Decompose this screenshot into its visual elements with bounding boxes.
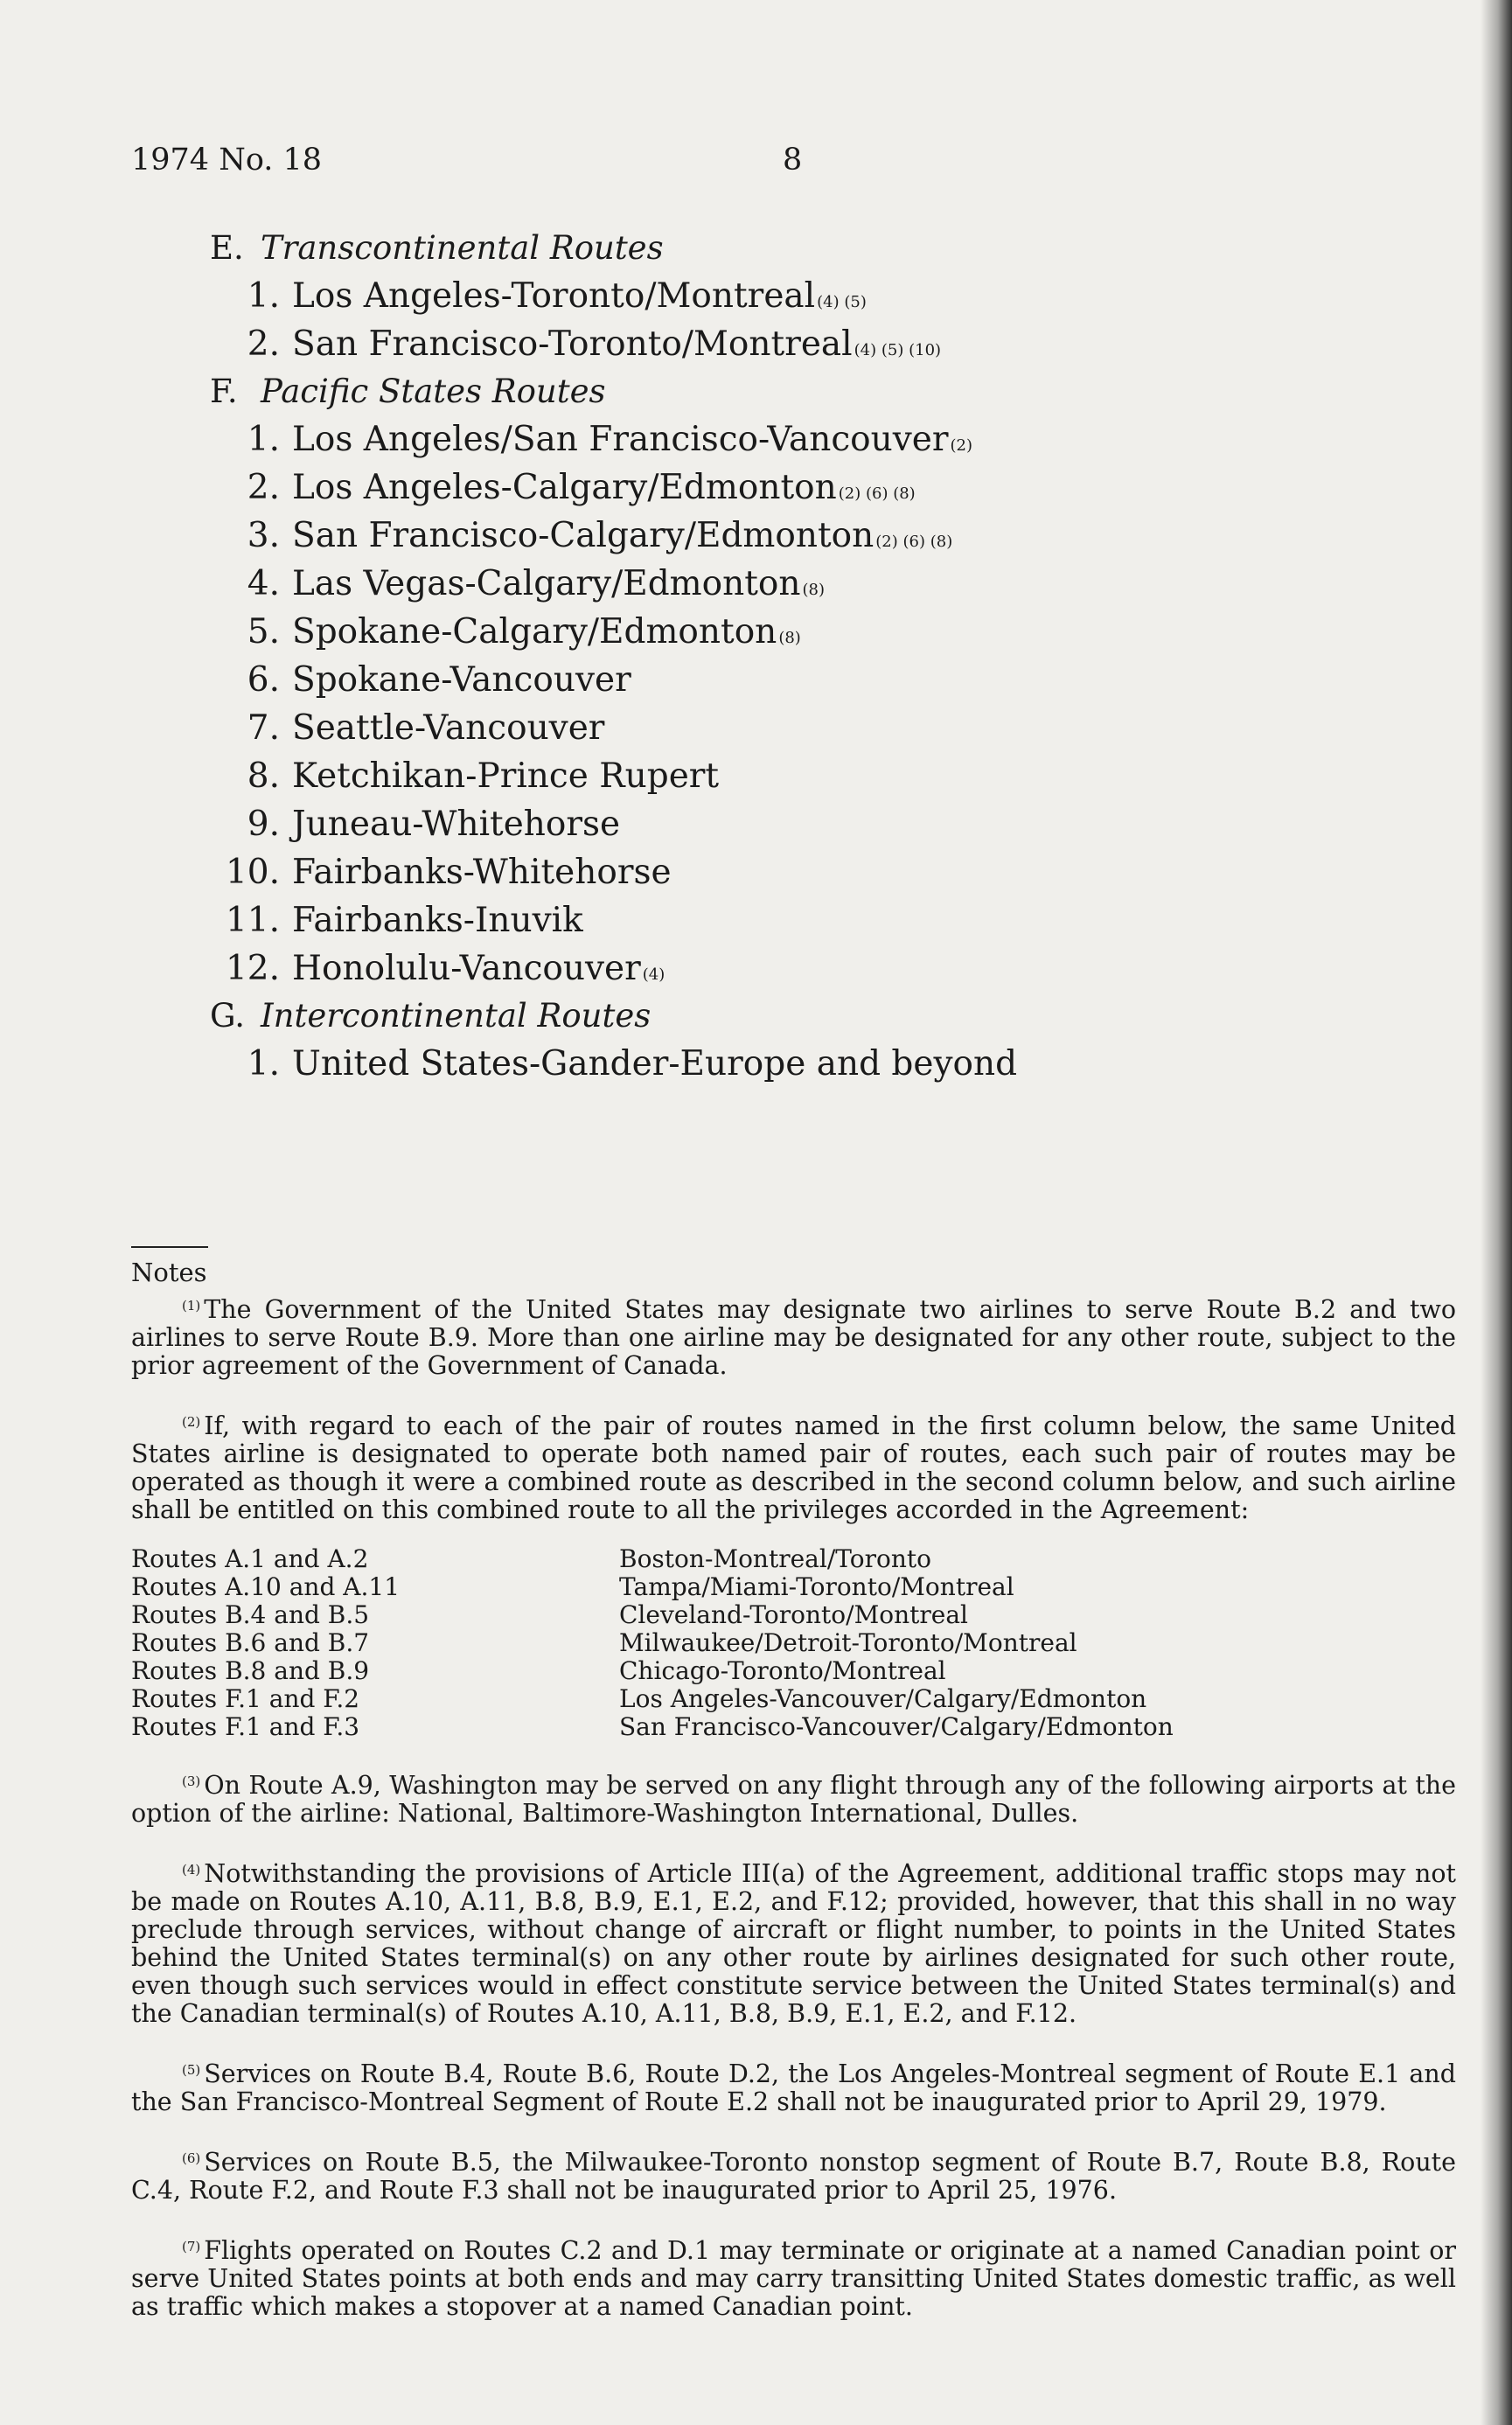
footnote-6 [131,2144,1456,2205]
route-name: Seattle-Vancouver [292,708,605,748]
notes-label: Notes [131,1258,207,1287]
footnote-text: Services on Route B.5, the Milwaukee-Toronto nonstop segment of Route B.7, Route B.8, Route C.4, Route F.2, and Route F.3 shall not be inaugurated prior to April 25, 1976. [131,2148,1456,2205]
footnote-marker: (6) [182,2150,201,2166]
footnote-marker: (2) [182,1414,201,1430]
section-title: Pacific States Routes [261,373,606,410]
route-number: 2. [247,468,280,507]
route-note-refs: (8) [802,581,826,599]
combined-route: Boston-Montreal/Toronto [619,1544,931,1573]
section-letter: F. [210,373,238,410]
footnote-marker: (1) [182,1298,201,1314]
route-note-refs: (4) (5) [817,293,867,311]
route-pair: Routes B.8 and B.9 [131,1656,370,1685]
footnote-text: If, with regard to each of the pair of routes named in the first column below, the same United States airline is designated to operate both named pair of routes, each such pair of routes may be operated as though it were a combined route as described in the second column below, and such airline shall be entitled on this combined route to all the privileges accorded in the Agreement: [131,1411,1456,1524]
footnote-marker: (7) [182,2239,201,2254]
section-heading [210,997,1347,1044]
route-number: 11. [225,901,280,940]
combined-route: Tampa/Miami-Toronto/Montreal [619,1572,1014,1601]
route-name: Los Angeles-Calgary/Edmonton [292,468,837,507]
route-item [210,901,1347,949]
table-row [131,1629,1456,1657]
route-name: United States-Gander-Europe and beyond [292,1044,1018,1084]
table-row [131,1573,1456,1601]
route-item [210,420,1347,468]
section-f [210,373,1347,997]
route-item [210,708,1347,756]
route-item [210,949,1347,997]
route-number: 1. [247,1044,280,1084]
table-row [131,1713,1456,1741]
route-name: Spokane-Calgary/Edmonton [292,612,777,652]
route-item [210,1044,1347,1092]
footnote-2 [131,1408,1456,1524]
route-number: 2. [247,324,280,364]
combined-route: Chicago-Toronto/Montreal [619,1656,946,1685]
footnote-text: On Route A.9, Washington may be served on any flight through any of the following airports at the option of the airline: National, Baltimore-Washington International, Dulles. [131,1771,1456,1828]
section-g [210,997,1347,1092]
route-name: Los Angeles/San Francisco-Vancouver [292,420,949,459]
section-title: Intercontinental Routes [261,997,651,1035]
route-number: 9. [247,805,280,844]
footnote-7 [131,2233,1456,2321]
footnote-text: Services on Route B.4, Route B.6, Route D.2, the Los Angeles-Montreal segment of Route E.1 and the San Francisco-Montreal Segment of Route E.2 shall not be inaugurated prior to April 29, 1979. [131,2059,1456,2116]
combined-route: San Francisco-Vancouver/Calgary/Edmonton [619,1712,1174,1741]
route-number: 6. [247,660,280,700]
route-number: 1. [247,276,280,316]
route-pair: Routes B.4 and B.5 [131,1600,370,1629]
table-row [131,1601,1456,1629]
page-number: 8 [783,143,803,178]
route-number: 1. [247,420,280,459]
route-item [210,612,1347,660]
route-sections [210,229,1347,1092]
footnote-divider [131,1246,208,1248]
table-row [131,1685,1456,1713]
route-name: Spokane-Vancouver [292,660,631,700]
route-number: 5. [247,612,280,652]
route-note-refs: (4) (5) (10) [854,341,942,359]
route-item [210,756,1347,805]
route-note-refs: (2) [950,436,973,455]
route-pair: Routes F.1 and F.3 [131,1712,360,1741]
route-name: San Francisco-Toronto/Montreal [292,324,853,364]
footnote-3 [131,1767,1456,1828]
route-name: Los Angeles-Toronto/Montreal [292,276,816,316]
route-item [210,516,1347,564]
footnote-text: Flights operated on Routes C.2 and D.1 may terminate or originate at a named Canadian point or serve United States points at both ends and may carry transitting United States domestic traffic, as well as traffic which makes a stopover at a named Canadian point. [131,2236,1456,2321]
route-name: San Francisco-Calgary/Edmonton [292,516,874,555]
route-pair: Routes F.1 and F.2 [131,1684,360,1713]
route-name: Las Vegas-Calgary/Edmonton [292,564,801,603]
route-number: 10. [225,853,280,892]
page-edge-shadow [1481,0,1512,2425]
route-pair: Routes A.10 and A.11 [131,1572,401,1601]
route-item [210,853,1347,901]
route-number: 8. [247,756,280,796]
footnote-text: The Government of the United States may designate two airlines to serve Route B.2 and two airlines to serve Route B.9. More than one airline may be designated for any other route, subject to the prior agreement of the Government of Canada. [131,1295,1456,1380]
route-note-refs: (8) [778,629,801,647]
combined-route: Cleveland-Toronto/Montreal [619,1600,968,1629]
footnote-5 [131,2056,1456,2116]
route-item [210,805,1347,853]
footnote-1 [131,1292,1456,1380]
route-note-refs: (2) (6) (8) [838,484,916,503]
route-number: 4. [247,564,280,603]
section-e [210,229,1347,373]
section-title: Transcontinental Routes [261,229,664,267]
section-letter: E. [210,229,244,267]
route-note-refs: (4) [642,965,665,984]
route-item [210,564,1347,612]
route-pair: Routes B.6 and B.7 [131,1628,370,1657]
route-item [210,660,1347,708]
table-row [131,1545,1456,1573]
route-item [210,468,1347,516]
route-number: 3. [247,516,280,555]
route-name: Fairbanks-Inuvik [292,901,583,940]
route-name: Juneau-Whitehorse [292,805,621,844]
footnote-marker: (5) [182,2062,201,2078]
combined-route: Los Angeles-Vancouver/Calgary/Edmonton [619,1684,1147,1713]
route-number: 12. [225,949,280,988]
table-row [131,1657,1456,1685]
route-item [210,276,1347,324]
section-letter: G. [210,997,245,1035]
footnote-text: Notwithstanding the provisions of Article III(a) of the Agreement, additional traffic stops may not be made on Routes A.10, A.11, B.8, B.9, E.1, E.2, and F.12; provided, however, that this shall in no way preclude through services, without change of aircraft or flight number, to points in the United States behind the United States terminal(s) on any other route by airlines designated for such other route, even though such services would in effect constitute service between the United States terminal(s) and the Canadian terminal(s) of Routes A.10, A.11, B.8, B.9, E.1, E.2, and F.12. [131,1859,1456,2028]
footnote-4 [131,1856,1456,2028]
section-heading [210,229,1347,276]
route-name: Ketchikan-Prince Rupert [292,756,720,796]
route-note-refs: (2) (6) (8) [875,533,953,551]
statute-reference: 1974 No. 18 [131,143,323,178]
page-header [131,143,1407,186]
combined-routes-table [131,1545,1456,1741]
footnote-marker: (3) [182,1773,201,1789]
combined-route: Milwaukee/Detroit-Toronto/Montreal [619,1628,1077,1657]
route-number: 7. [247,708,280,748]
route-name: Honolulu-Vancouver [292,949,641,988]
footnotes [131,1246,1456,2349]
route-name: Fairbanks-Whitehorse [292,853,672,892]
footnote-marker: (4) [182,1862,201,1878]
route-pair: Routes A.1 and A.2 [131,1544,369,1573]
route-item [210,324,1347,373]
section-heading [210,373,1347,420]
